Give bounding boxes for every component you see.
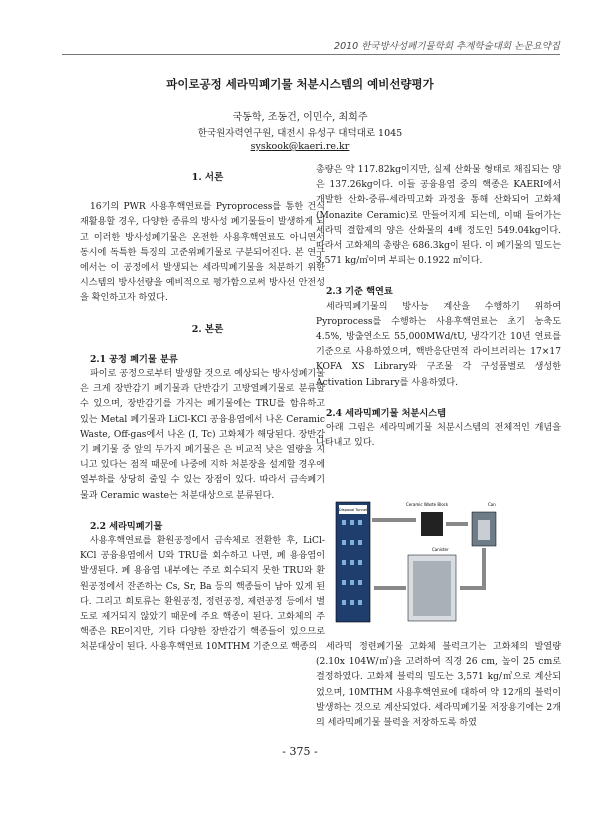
subsection-heading: 2.2 세라믹폐기물	[90, 520, 163, 532]
paragraph: 세라믹폐기물의 방사능 계산을 수행하기 위하여 Pyroprocess를 수행하는 사용후핵연료는 초기 농축도 4.5%, 방출연소도 55,000MWd/tU, 냉각기간 10년 연료를 기준으로 사용하였으며, 핵반응단면적 라이브러리는 17×17 KOFA XS Library와 구조물 각 구성품별로 생성한 Activation Library를 사용하였다.	[316, 301, 561, 388]
paragraph: 파이로 공정으로부터 발생할 것으로 예상되는 방사성폐기물은 크게 장반감기 폐기물과 단반감기 고방열폐기물로 분류할 수 있으며, 장반감기를 가지는 폐기물에는 TRU를 함유하고 있는 Metal 폐기물과 LiCl-KCl 공융용염에서 나온 Ceramic Waste, Off-gas에서 나온 (I, Tc) 고화체가 해당된다. 장반감기 폐기물 중 앞의 두가지 폐기물은 은 비교적 낮은 열량을 지니고 있다는 점적 때문에 나중에 지하 처분장을 설계할 경우에 열부하를 상당히 줄일 수 있는 장점이 있다. 따라서 금속폐기물과 Ceramic waste는 처분대상으로 분류된다.	[80, 369, 325, 501]
section-heading: 2. 본론	[191, 323, 224, 335]
tunnel-label: Disposal Tunnel	[338, 508, 368, 512]
subsection-heading: 2.3 기준 핵연료	[326, 286, 393, 298]
paragraph: 세라믹 정련폐기물 고화체 블럭크기는 고화체의 발열량(2.10x 104W/㎥)을 고려하여 직경 26 cm, 높이 25 cm로 결정하였다. 고화체 블럭의 밀도는 3,571 kg/㎥으로 계산되었으며, 10MTHM 사용후핵연료에 대하여 약 12개의 블럭이 발생하는 것으로 계산되었다. 세라믹폐기물 저장용기에는 2개의 세라믹폐기물 블럭을 저장하도록 하였	[316, 642, 561, 729]
disposal-system-figure	[328, 500, 514, 628]
right-column	[316, 163, 561, 451]
authors: 국동학, 조동건, 이민수, 최희주	[232, 112, 368, 123]
paper-title: 파이로공정 세라믹폐기물 처분시스템의 예비선량평가	[166, 77, 434, 91]
canister-label: Canister	[432, 547, 449, 552]
header-text: 2010 한국방사성폐기물학회 추계학술대회 논문요약집	[334, 41, 560, 52]
left-column	[80, 170, 325, 656]
block-label: Ceramic Waste Block	[406, 502, 449, 507]
paragraph: 총량은 약 117.82kg이지만, 실제 산화물 형태로 채집되는 양은 137.26kg이다. 이들 공융용염 중의 핵종은 KAERI에서 개발한 산화-중류-세라믹고화 과정을 통해 산화되어 고화체(Monazite Ceramic)로 만들어지게 되는데, 이때 들어가는 세라믹 결합제의 양은 산화물의 4배 정도인 549.04kg이다. 따라서 고화체의 총량은 686.3kg이 된다. 이 폐기물의 밀도는 3,571 kg/㎥이며 부피는 0.1922 ㎥이다.	[316, 165, 561, 267]
paragraph: 아래 그림은 세라믹폐기물 처분시스템의 전체적인 개념을 나타내고 있다.	[316, 423, 561, 449]
affiliation: 한국원자력연구원, 대전시 유성구 대덕대로 1045	[197, 128, 403, 139]
right-column-lower	[316, 640, 561, 731]
section-heading: 1. 서론	[191, 172, 224, 183]
subsection-heading: 2.1 공정 폐기물 분류	[90, 353, 178, 365]
header-rule	[62, 54, 560, 55]
paragraph: 사용후핵연료를 환원공정에서 금속체로 전환한 후, LiCl-KCl 공융용염에서 U와 TRU를 회수하고 나면, 폐 용융염이 발생된다. 폐 용융염 내부에는 주로 회수되지 못한 TRU와 환원공정에서 잔존하는 Cs, Sr, Ba 등의 핵종들이 남아 있게 된다. 그리고 희토류는 환원공정, 정련공정, 제련공정 등에서 별도로 제거되지 않았기 때문에 주요 핵종이 된다. 고화체의 주핵종은 RE이지만, 기타 다양한 장반감기 핵종들이 있으므로 처분대상이 된다. 사용후핵연료 10MTHM 기준으로 핵종의	[80, 536, 325, 653]
paragraph: 16기의 PWR 사용후핵연료를 Pyroprocess를 통한 건식재활용할 경우, 다양한 종류의 방사성 폐기물들이 발생하게 되고 이러한 방사성폐기물은 온전한 사용후핵연료도 아니면서 동시에 독특한 특징의 고준위폐기물로 구분되어진다. 본 연구에서는 이 공정에서 발생되는 세라믹폐기물을 처분하기 위한 시스템의 방사선량을 예비적으로 평가함으로써 방사선 안전성을 확인하고자 하였다.	[80, 202, 325, 304]
can-label: Can	[488, 502, 496, 507]
email-link[interactable]: syskook@kaeri.re.kr	[250, 141, 350, 152]
subsection-heading: 2.4 세라믹폐기물 처분시스템	[326, 407, 447, 419]
page-number: - 375 -	[282, 745, 318, 758]
